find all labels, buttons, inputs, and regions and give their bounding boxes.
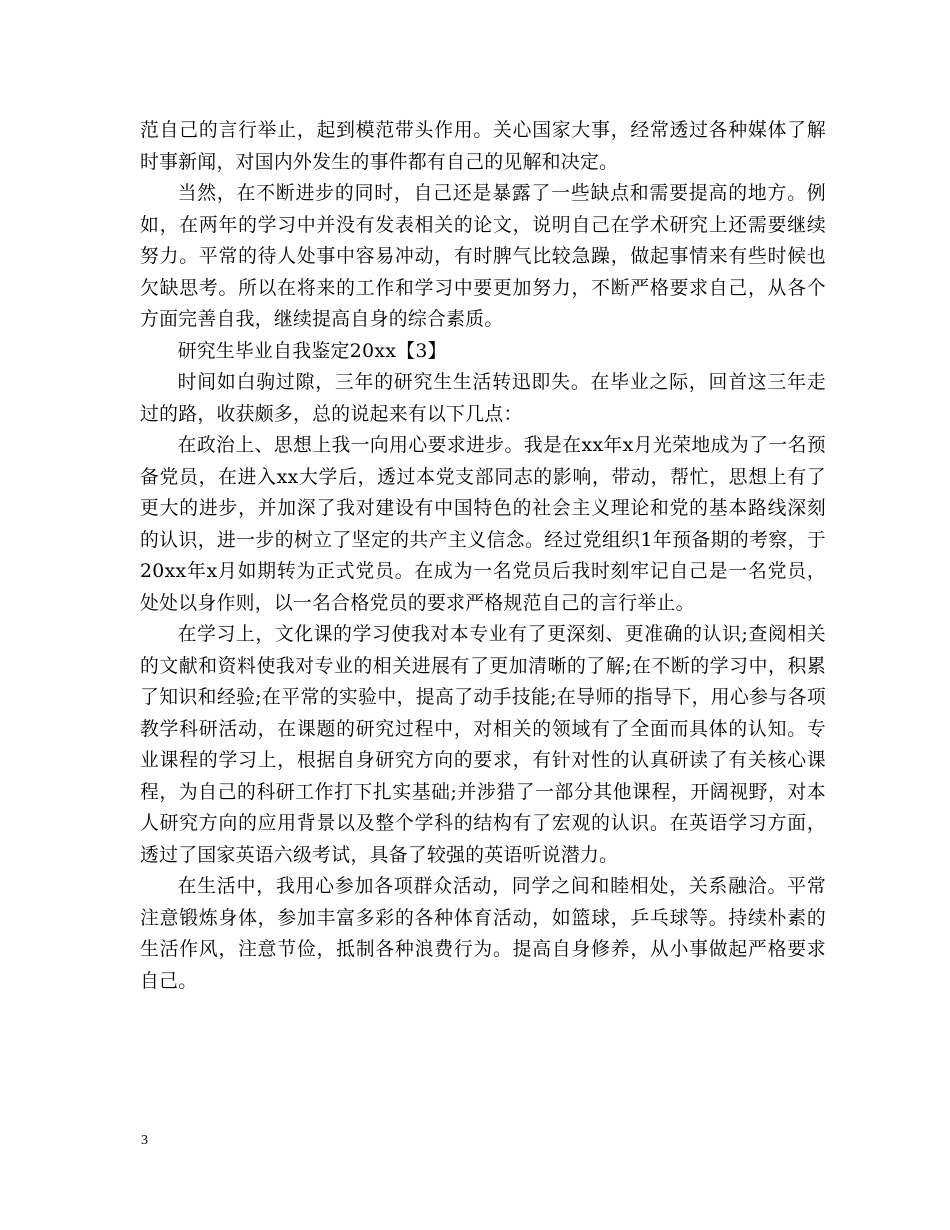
paragraph-life: 在生活中，我用心参加各项群众活动，同学之间和睦相处，关系融洽。平常注意锻炼身体，参加丰富多彩的各种体育活动，如篮球，乒乓球等。持续朴素的生活作风，注意节俭，抵制各种浪费行为。提高自身修养，从小事做起严格要求自己。 — [140, 876, 826, 992]
paragraph-shortcomings: 当然，在不断进步的同时，自己还是暴露了一些缺点和需要提高的地方。例如，在两年的学习中并没有发表相关的论文，说明自己在学术研究上还需要继续努力。平常的待人处事中容易冲动，有时脾气比较急躁，做起事情来有些时候也欠缺思考。所以在将来的工作和学习中要更加努力，不断严格要求自己，从各个方面完善自我，继续提高自身的综合素质。 — [140, 183, 826, 330]
paragraph-politics: 在政治上、思想上我一向用心要求进步。我是在xx年x月光荣地成为了一名预备党员，在进入xx大学后，透过本党支部同志的影响，带动，帮忙，思想上有了更大的进步，并加深了我对建设有中国特色的社会主义理论和党的基本路线深刻的认识，进一步的树立了坚定的共产主义信念。经过党组织1年预备期的考察，于20xx年x月如期转为正式党员。在成为一名党员后我时刻牢记自己是一名党员，处处以身作则，以一名合格党员的要求严格规范自己的言行举止。 — [140, 435, 826, 614]
paragraph-intro: 时间如白驹过隙，三年的研究生生活转迅即失。在毕业之际，回首这三年走过的路，收获颇多，总的说起来有以下几点： — [140, 372, 826, 425]
document-page — [140, 115, 826, 997]
section-heading: 研究生毕业自我鉴定20xx【3】 — [177, 340, 447, 362]
paragraph-study: 在学习上，文化课的学习使我对本专业有了更深刻、更准确的认识;查阅相关的文献和资料使我对专业的相关进展有了更加清晰的了解;在不断的学习中，积累了知识和经验;在平常的实验中，提高了动手技能;在导师的指导下，用心参与各项教学科研活动，在课题的研究过程中，对相关的领域有了全面而具体的认知。专业课程的学习上，根据自身研究方向的要求，有针对性的认真研读了有关核心课程，为自己的科研工作打下扎实基础;并涉猎了一部分其他课程，开阔视野，对本人研究方向的应用背景以及整个学科的结构有了宏观的认识。在英语学习方面，透过了国家英语六级考试，具备了较强的英语听说潜力。 — [140, 624, 826, 866]
page-number: 3 — [141, 1133, 148, 1148]
paragraph-continuation: 范自己的言行举止，起到模范带头作用。关心国家大事，经常透过各种媒体了解时事新闻，对国内外发生的事件都有自己的见解和决定。 — [140, 120, 826, 173]
